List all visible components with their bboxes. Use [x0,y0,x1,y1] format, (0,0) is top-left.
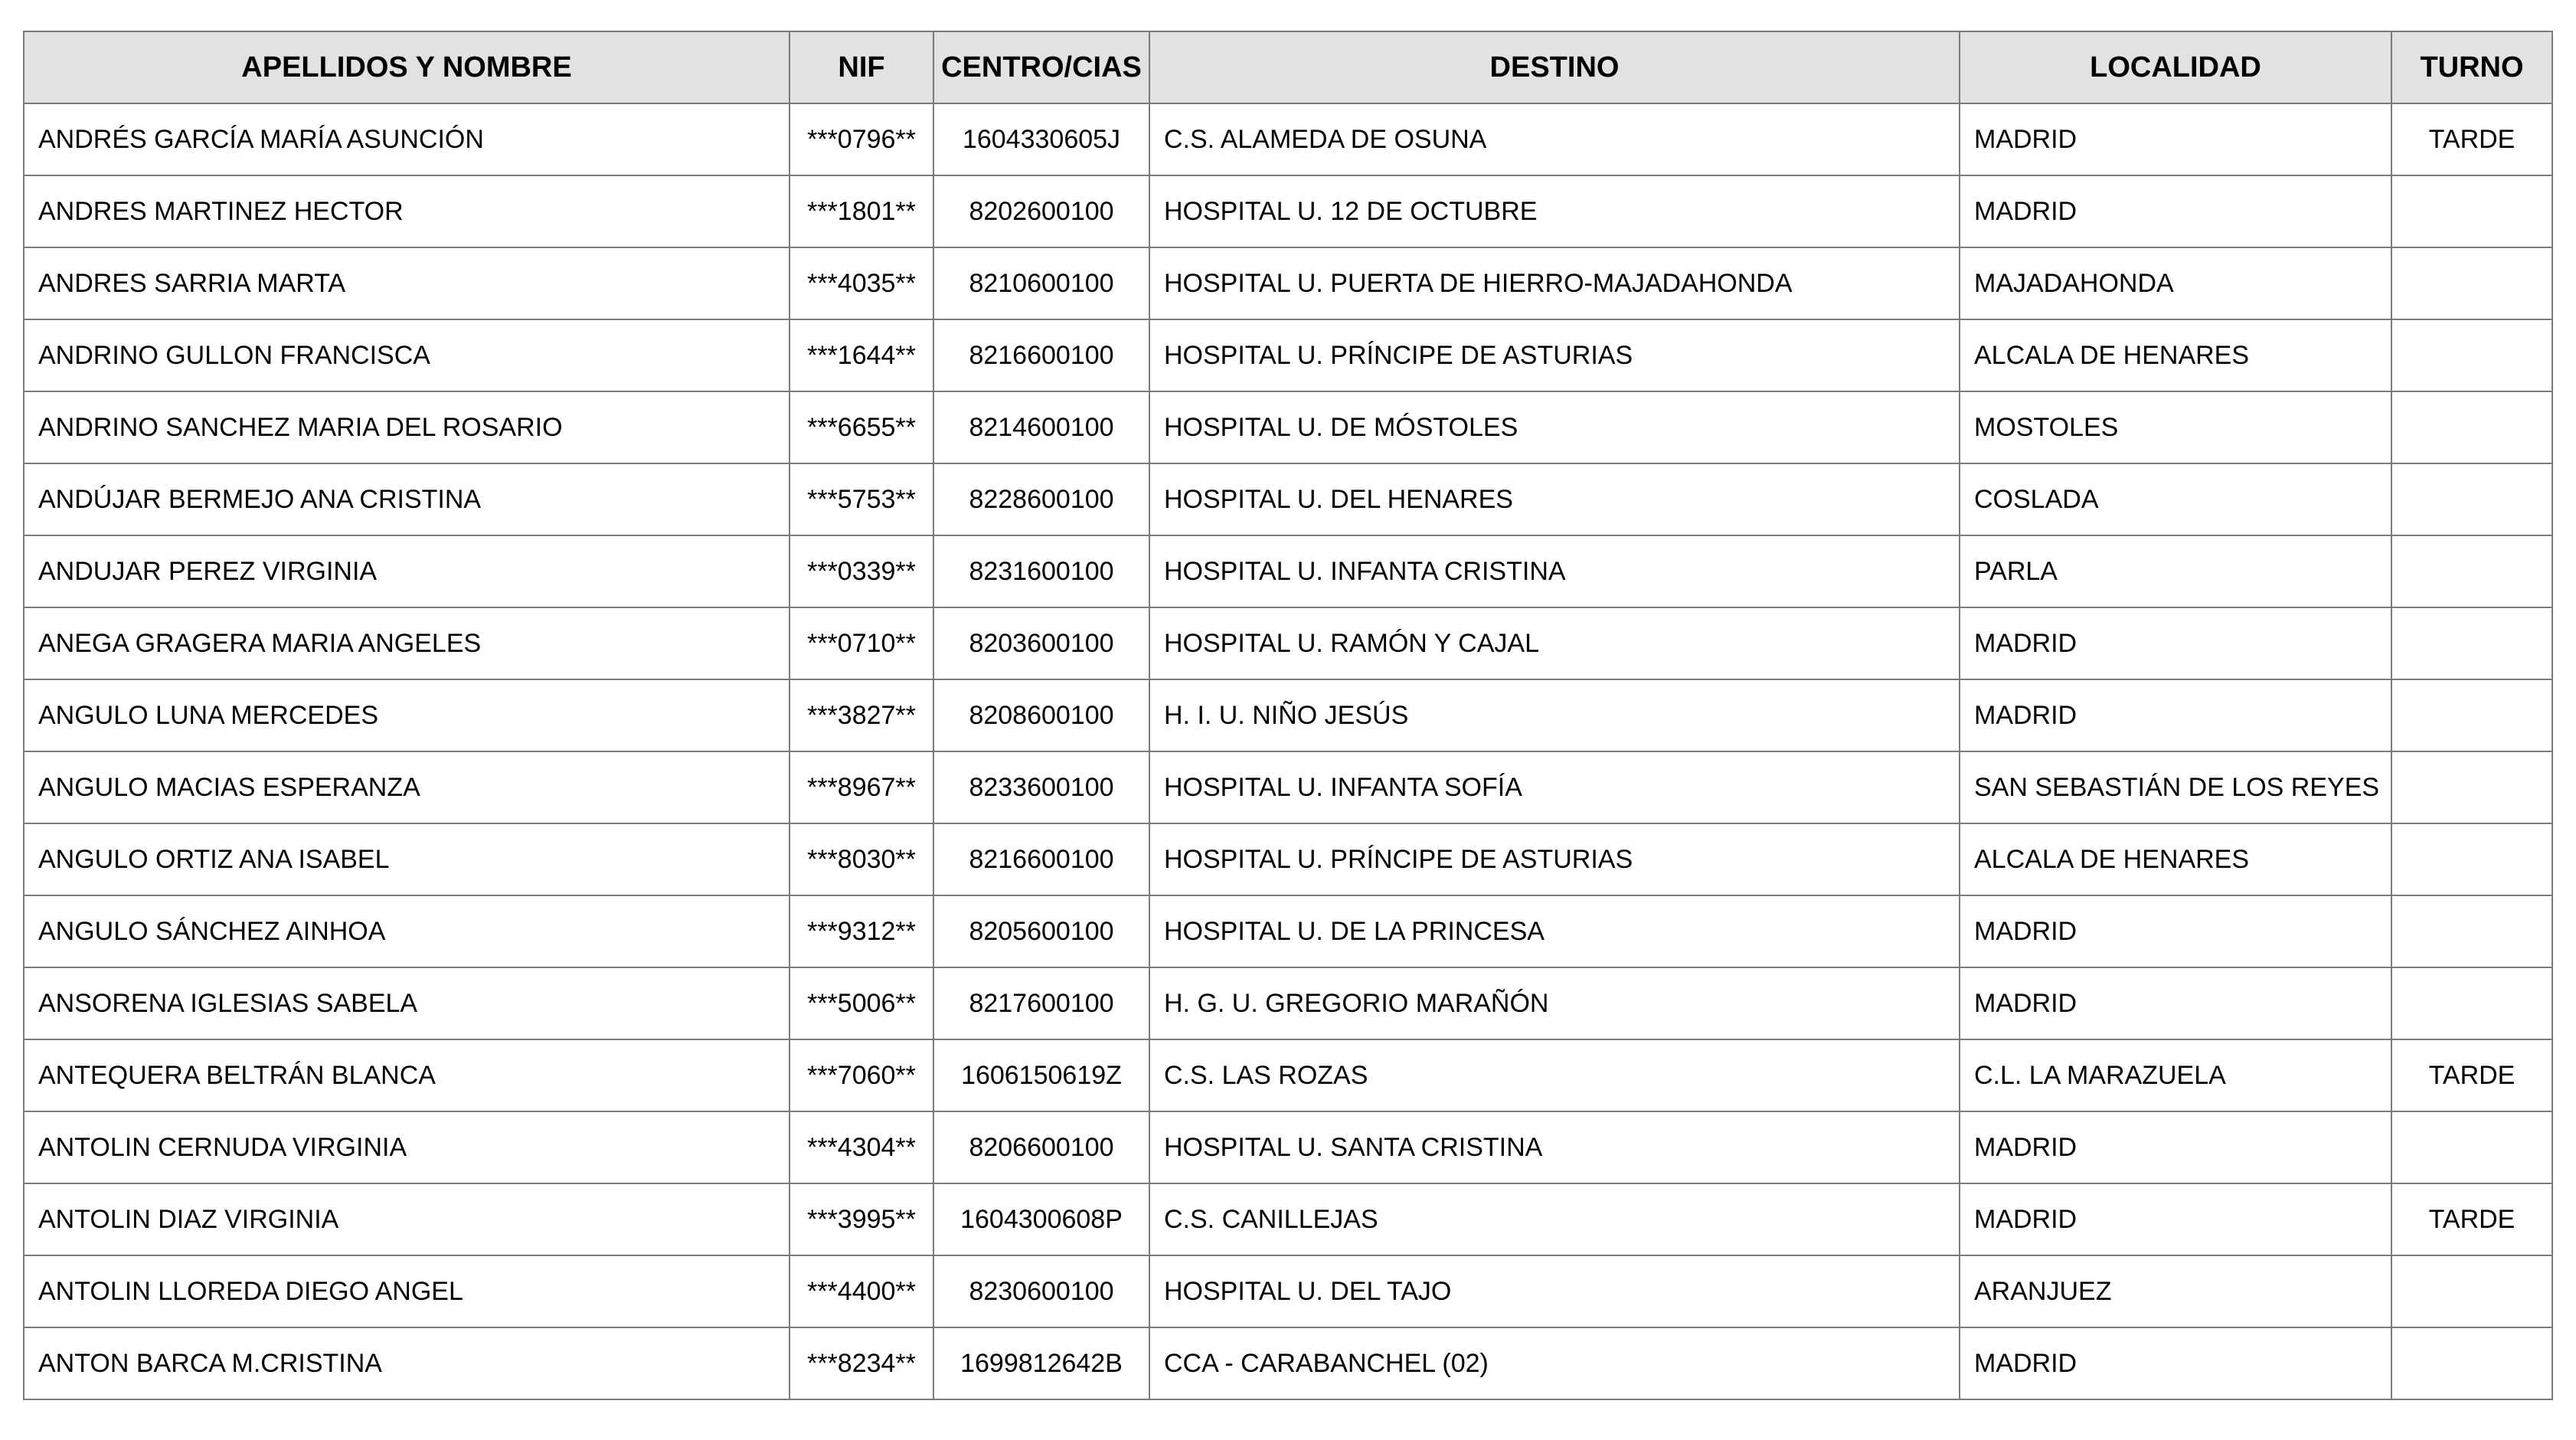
cell-name: ANDRINO SANCHEZ MARIA DEL ROSARIO [24,391,789,463]
cell-cias: 8202600100 [933,175,1149,247]
cell-destino: HOSPITAL U. DE MÓSTOLES [1149,391,1960,463]
cell-destino: H. I. U. NIÑO JESÚS [1149,679,1960,751]
cell-localidad: ALCALA DE HENARES [1960,823,2391,895]
table-row [24,319,2552,391]
cell-turno [2391,175,2552,247]
cell-nif: ***5753** [789,463,933,535]
table-header-row [24,31,2552,103]
cell-turno [2391,751,2552,823]
cell-localidad: COSLADA [1960,463,2391,535]
cell-destino: C.S. CANILLEJAS [1149,1183,1960,1255]
cell-name: ANDUJAR PEREZ VIRGINIA [24,535,789,607]
cell-turno [2391,1255,2552,1327]
cell-cias: 8210600100 [933,247,1149,319]
cell-nif: ***3827** [789,679,933,751]
cell-cias: 8230600100 [933,1255,1149,1327]
cell-cias: 8216600100 [933,319,1149,391]
table-row [24,103,2552,175]
cell-cias: 8228600100 [933,463,1149,535]
cell-cias: 8217600100 [933,967,1149,1039]
cell-nif: ***4035** [789,247,933,319]
cell-nif: ***4304** [789,1111,933,1183]
cell-localidad: MADRID [1960,607,2391,679]
cell-turno: TARDE [2391,103,2552,175]
cell-turno [2391,607,2552,679]
cell-destino: C.S. ALAMEDA DE OSUNA [1149,103,1960,175]
cell-destino: CCA - CARABANCHEL (02) [1149,1327,1960,1399]
cell-nif: ***0796** [789,103,933,175]
cell-nif: ***1801** [789,175,933,247]
table-row [24,247,2552,319]
column-header-name: APELLIDOS Y NOMBRE [24,31,789,103]
table-body [24,103,2552,1399]
cell-nif: ***9312** [789,895,933,967]
table-row [24,463,2552,535]
cell-name: ANDÚJAR BERMEJO ANA CRISTINA [24,463,789,535]
cell-destino: HOSPITAL U. PRÍNCIPE DE ASTURIAS [1149,823,1960,895]
cell-nif: ***8234** [789,1327,933,1399]
cell-name: ANDRES MARTINEZ HECTOR [24,175,789,247]
table-row [24,823,2552,895]
cell-cias: 8208600100 [933,679,1149,751]
cell-destino: HOSPITAL U. INFANTA CRISTINA [1149,535,1960,607]
table-row [24,1327,2552,1399]
cell-nif: ***5006** [789,967,933,1039]
cell-nif: ***4400** [789,1255,933,1327]
cell-name: ANSORENA IGLESIAS SABELA [24,967,789,1039]
cell-name: ANDRES SARRIA MARTA [24,247,789,319]
cell-turno [2391,247,2552,319]
cell-cias: 8216600100 [933,823,1149,895]
cell-cias: 1606150619Z [933,1039,1149,1111]
cell-localidad: ARANJUEZ [1960,1255,2391,1327]
cell-name: ANTEQUERA BELTRÁN BLANCA [24,1039,789,1111]
cell-name: ANTOLIN CERNUDA VIRGINIA [24,1111,789,1183]
cell-name: ANTOLIN DIAZ VIRGINIA [24,1183,789,1255]
cell-localidad: C.L. LA MARAZUELA [1960,1039,2391,1111]
table-row [24,751,2552,823]
table-row [24,607,2552,679]
cell-localidad: MADRID [1960,1183,2391,1255]
cell-cias: 8205600100 [933,895,1149,967]
cell-turno: TARDE [2391,1039,2552,1111]
cell-destino: HOSPITAL U. DE LA PRINCESA [1149,895,1960,967]
cell-turno [2391,967,2552,1039]
cell-localidad: MADRID [1960,175,2391,247]
cell-destino: HOSPITAL U. PUERTA DE HIERRO-MAJADAHONDA [1149,247,1960,319]
cell-cias: 8214600100 [933,391,1149,463]
table-row [24,175,2552,247]
assignments-table [23,31,2553,1400]
cell-name: ANTOLIN LLOREDA DIEGO ANGEL [24,1255,789,1327]
cell-localidad: MADRID [1960,1111,2391,1183]
cell-cias: 8233600100 [933,751,1149,823]
table-row [24,391,2552,463]
cell-localidad: MADRID [1960,895,2391,967]
cell-turno [2391,463,2552,535]
table-row [24,1255,2552,1327]
cell-nif: ***7060** [789,1039,933,1111]
column-header-nif: NIF [789,31,933,103]
cell-localidad: MADRID [1960,679,2391,751]
cell-name: ANDRÉS GARCÍA MARÍA ASUNCIÓN [24,103,789,175]
cell-name: ANGULO ORTIZ ANA ISABEL [24,823,789,895]
cell-localidad: SAN SEBASTIÁN DE LOS REYES [1960,751,2391,823]
cell-turno [2391,679,2552,751]
cell-localidad: MADRID [1960,967,2391,1039]
cell-turno: TARDE [2391,1183,2552,1255]
cell-localidad: ALCALA DE HENARES [1960,319,2391,391]
cell-nif: ***3995** [789,1183,933,1255]
table-row [24,895,2552,967]
cell-destino: HOSPITAL U. DEL HENARES [1149,463,1960,535]
cell-nif: ***8967** [789,751,933,823]
cell-destino: HOSPITAL U. DEL TAJO [1149,1255,1960,1327]
cell-turno [2391,1327,2552,1399]
cell-cias: 8206600100 [933,1111,1149,1183]
cell-localidad: MADRID [1960,1327,2391,1399]
cell-nif: ***1644** [789,319,933,391]
cell-destino: H. G. U. GREGORIO MARAÑÓN [1149,967,1960,1039]
cell-cias: 1604300608P [933,1183,1149,1255]
cell-destino: HOSPITAL U. SANTA CRISTINA [1149,1111,1960,1183]
column-header-cias: CENTRO/CIAS [933,31,1149,103]
cell-localidad: PARLA [1960,535,2391,607]
cell-turno [2391,1111,2552,1183]
document-page [23,31,2551,1400]
cell-cias: 8231600100 [933,535,1149,607]
cell-name: ANDRINO GULLON FRANCISCA [24,319,789,391]
column-header-destino: DESTINO [1149,31,1960,103]
cell-name: ANTON BARCA M.CRISTINA [24,1327,789,1399]
cell-nif: ***0710** [789,607,933,679]
cell-turno [2391,823,2552,895]
table-row [24,1039,2552,1111]
cell-localidad: MOSTOLES [1960,391,2391,463]
cell-cias: 8203600100 [933,607,1149,679]
cell-cias: 1604330605J [933,103,1149,175]
table-row [24,967,2552,1039]
cell-cias: 1699812642B [933,1327,1149,1399]
table-row [24,679,2552,751]
cell-name: ANGULO SÁNCHEZ AINHOA [24,895,789,967]
table-row [24,1111,2552,1183]
cell-nif: ***8030** [789,823,933,895]
cell-nif: ***0339** [789,535,933,607]
column-header-turno: TURNO [2391,31,2552,103]
cell-destino: HOSPITAL U. INFANTA SOFÍA [1149,751,1960,823]
cell-localidad: MADRID [1960,103,2391,175]
cell-name: ANEGA GRAGERA MARIA ANGELES [24,607,789,679]
cell-name: ANGULO MACIAS ESPERANZA [24,751,789,823]
cell-turno [2391,535,2552,607]
table-row [24,1183,2552,1255]
cell-destino: HOSPITAL U. RAMÓN Y CAJAL [1149,607,1960,679]
cell-localidad: MAJADAHONDA [1960,247,2391,319]
cell-turno [2391,319,2552,391]
table-row [24,535,2552,607]
cell-name: ANGULO LUNA MERCEDES [24,679,789,751]
cell-destino: C.S. LAS ROZAS [1149,1039,1960,1111]
cell-turno [2391,895,2552,967]
cell-nif: ***6655** [789,391,933,463]
cell-destino: HOSPITAL U. 12 DE OCTUBRE [1149,175,1960,247]
cell-destino: HOSPITAL U. PRÍNCIPE DE ASTURIAS [1149,319,1960,391]
cell-turno [2391,391,2552,463]
column-header-localidad: LOCALIDAD [1960,31,2391,103]
